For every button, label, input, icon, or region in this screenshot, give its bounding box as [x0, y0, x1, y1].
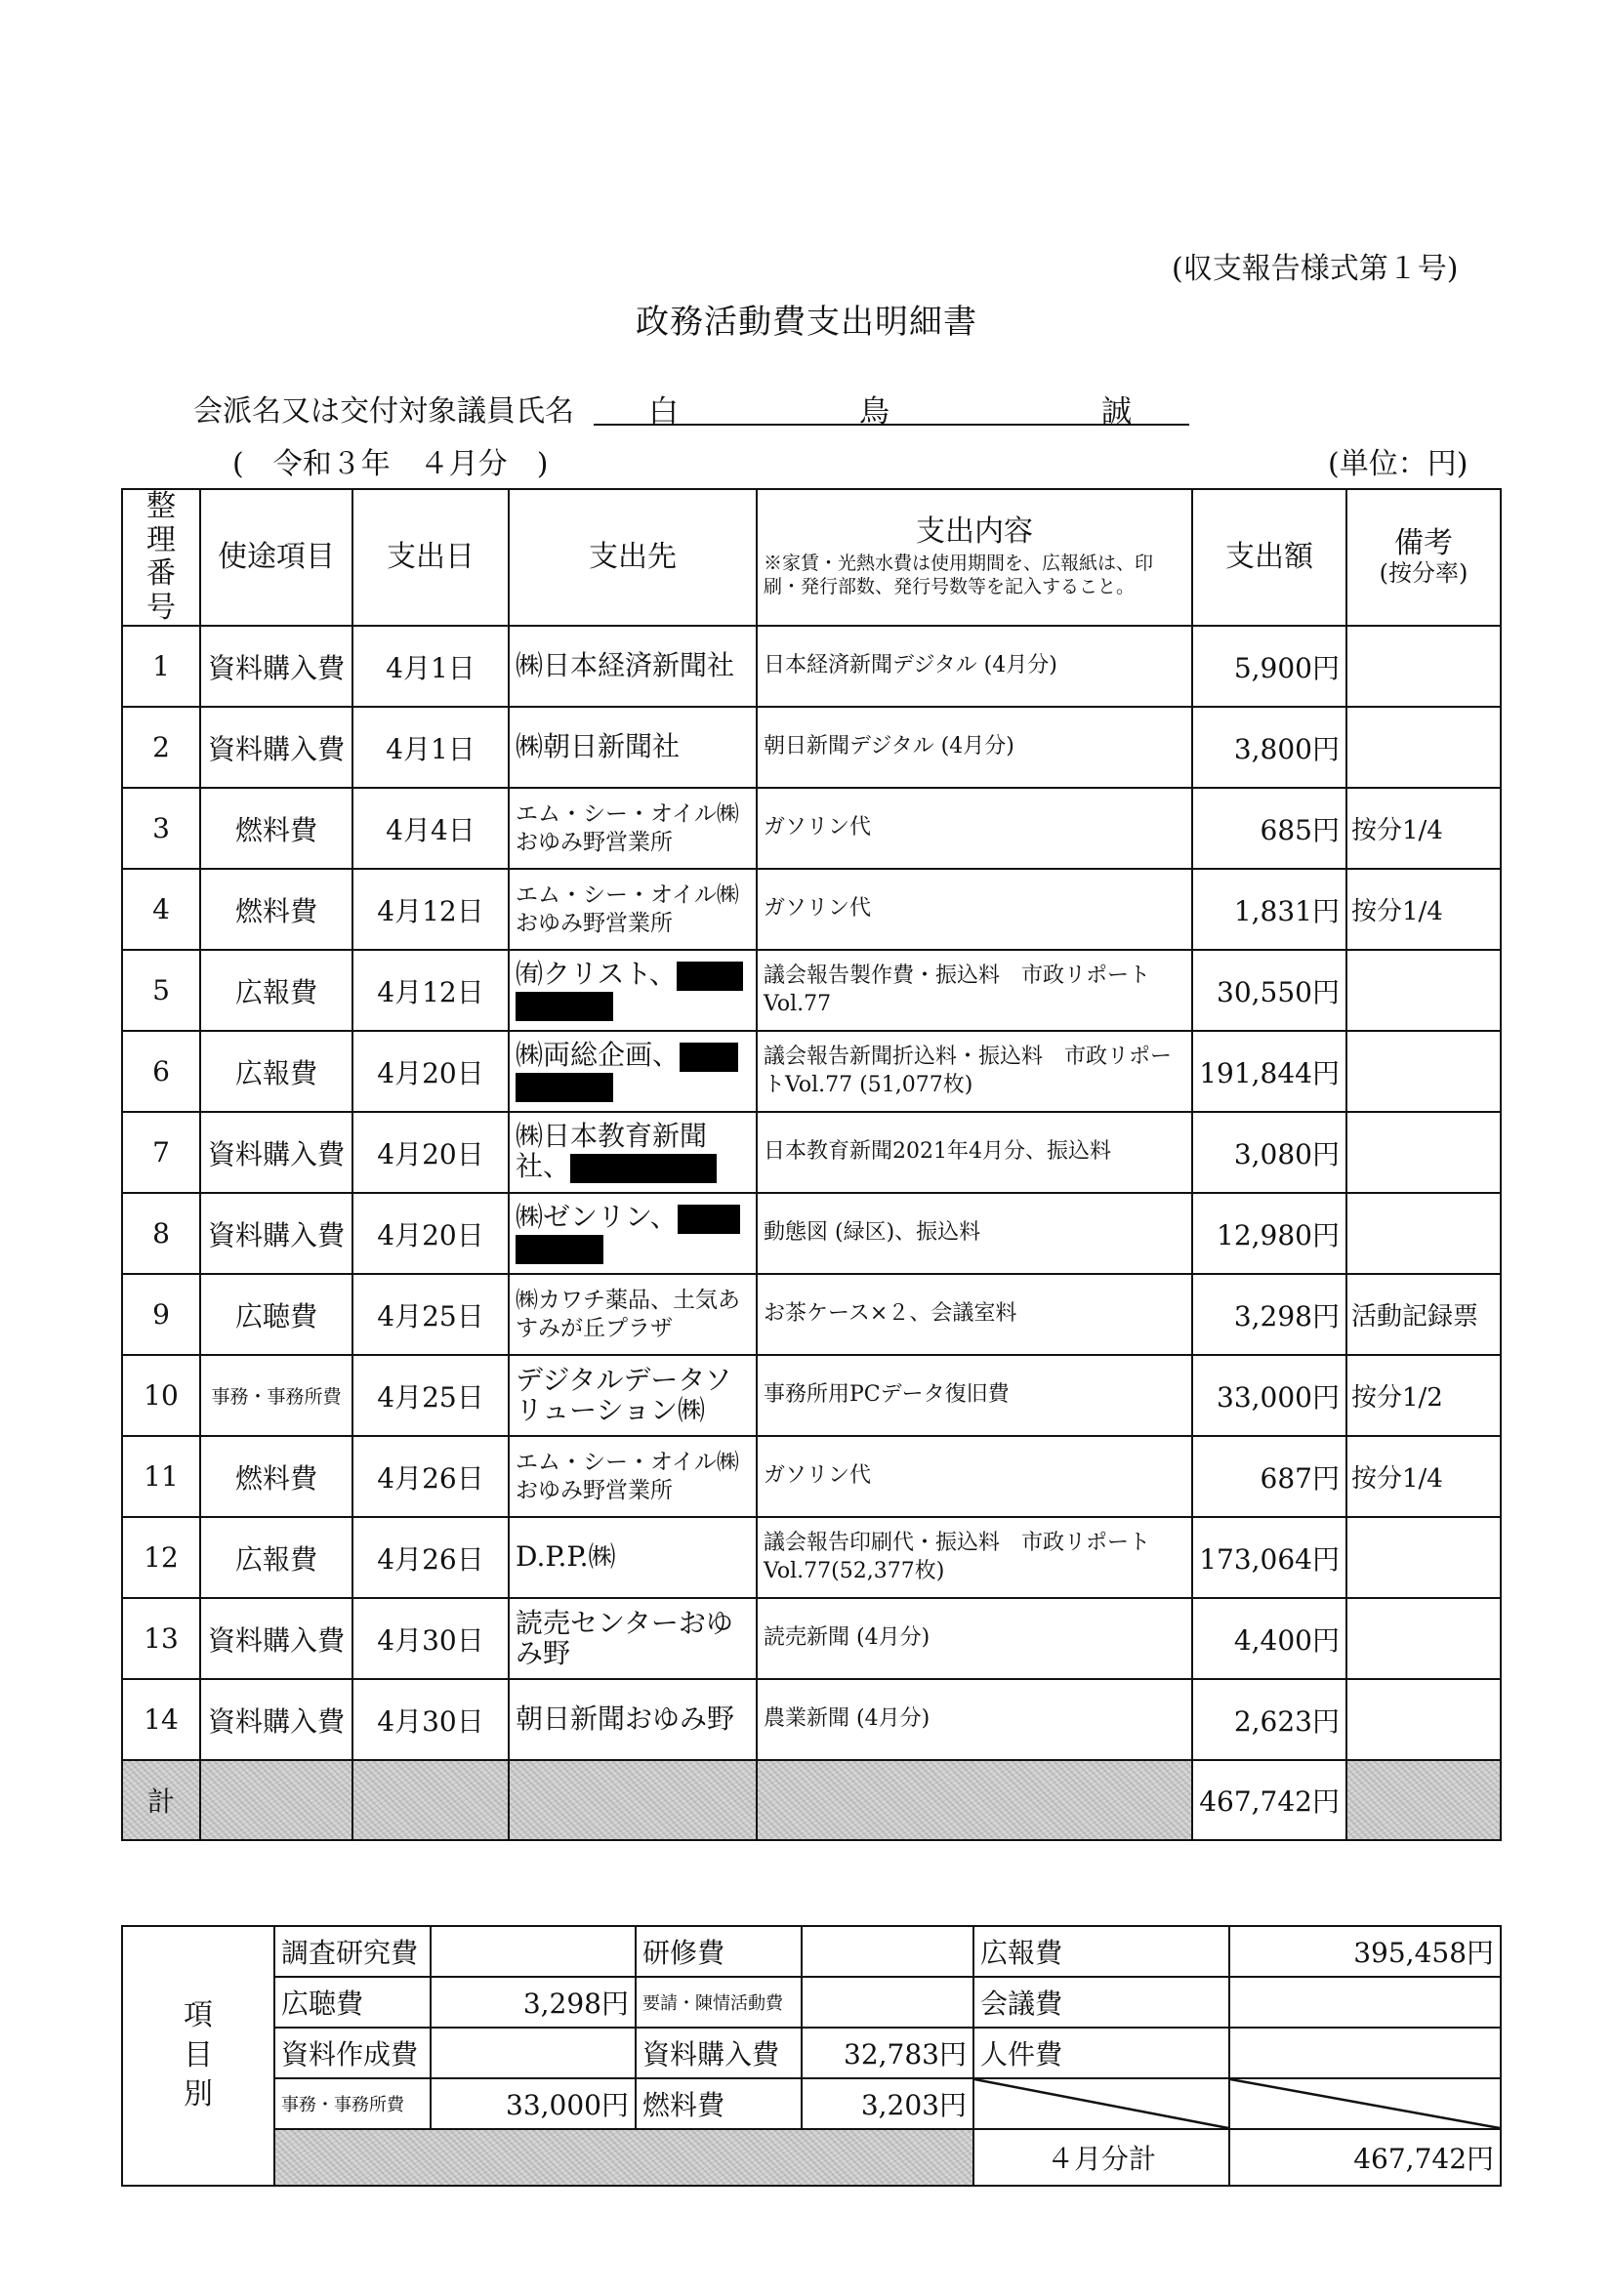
row-description: 読売新聞 (4月分): [757, 1598, 1192, 1679]
total-row: [122, 1760, 1501, 1840]
row-payee: エム・シー・オイル㈱おゆみ野営業所: [509, 869, 757, 950]
row-description: 議会報告製作費・振込料 市政リポートVol.77: [757, 950, 1192, 1031]
row-note: 活動記録票: [1346, 1274, 1501, 1355]
summary-label-fuel: 燃料費: [636, 2078, 802, 2129]
row-note: 按分1/4: [1346, 1436, 1501, 1517]
row-amount: 30,550円: [1192, 950, 1346, 1031]
redaction-block: [570, 1154, 717, 1183]
table-row: [122, 1193, 1501, 1274]
row-description: 日本教育新聞2021年4月分、振込料: [757, 1112, 1192, 1193]
table-row: [122, 1355, 1501, 1436]
shaded-cell: [757, 1760, 1192, 1840]
summary-value-docmaking: [431, 2028, 636, 2078]
row-item: 資料購入費: [200, 1598, 352, 1679]
row-amount: 685円: [1192, 788, 1346, 869]
row-item: 燃料費: [200, 788, 352, 869]
diagonal-empty-cell: [973, 2078, 1229, 2129]
row-item: 広報費: [200, 1517, 352, 1598]
row-number: 14: [122, 1679, 200, 1760]
row-item: 資料購入費: [200, 707, 352, 788]
row-item: 広報費: [200, 950, 352, 1031]
header-note-title: 備考: [1394, 525, 1453, 560]
table-row: [122, 1031, 1501, 1112]
table-row: [122, 1112, 1501, 1193]
table-row: [122, 950, 1501, 1031]
row-item: 燃料費: [200, 1436, 352, 1517]
summary-value-pr: 395,458円: [1229, 1926, 1501, 1977]
row-description: 事務所用PCデータ復旧費: [757, 1355, 1192, 1436]
row-number: 11: [122, 1436, 200, 1517]
summary-label-petition: 要請・陳情活動費: [636, 1977, 802, 2028]
row-payee: [509, 1112, 757, 1193]
row-amount: 1,831円: [1192, 869, 1346, 950]
row-payee-text: ㈱両総企画、: [516, 1039, 681, 1071]
table-row: [122, 788, 1501, 869]
summary-value-research: [431, 1926, 636, 1977]
table-row: [122, 1274, 1501, 1355]
row-note: [1346, 626, 1501, 707]
summary-value-petition: [802, 1977, 973, 2028]
header-payee: 支出先: [509, 489, 757, 626]
row-amount: 4,400円: [1192, 1598, 1346, 1679]
summary-value-fuel: 3,203円: [802, 2078, 973, 2129]
row-note: [1346, 1193, 1501, 1274]
row-item: 資料購入費: [200, 1112, 352, 1193]
month-total-label: ４月分計: [973, 2129, 1229, 2186]
summary-label-pr: 広報費: [973, 1926, 1229, 1977]
row-date: 4月26日: [352, 1517, 509, 1598]
header-number: 整理番号: [122, 489, 200, 626]
row-note: 按分1/4: [1346, 788, 1501, 869]
summary-label-meeting: 会議費: [973, 1977, 1229, 2028]
document-title: 政務活動費支出明細書: [636, 303, 977, 342]
table-row: [122, 1598, 1501, 1679]
row-payee: [509, 1031, 757, 1112]
row-date: 4月30日: [352, 1598, 509, 1679]
row-date: 4月25日: [352, 1274, 509, 1355]
total-amount: 467,742円: [1192, 1760, 1346, 1840]
summary-side-label: 項目別: [122, 1926, 274, 2186]
row-payee: ㈱日本経済新聞社: [509, 626, 757, 707]
row-date: 4月4日: [352, 788, 509, 869]
row-payee: ㈱カワチ薬品、土気あすみが丘プラザ: [509, 1274, 757, 1355]
total-label: 計: [122, 1760, 200, 1840]
row-number: 5: [122, 950, 200, 1031]
month-total-value: 467,742円: [1229, 2129, 1501, 2186]
row-item: 燃料費: [200, 869, 352, 950]
header-note-sub: (按分率): [1379, 559, 1468, 588]
member-name-underline: [594, 424, 1189, 426]
row-number: 4: [122, 869, 200, 950]
shaded-cell: [1346, 1760, 1501, 1840]
row-amount: 33,000円: [1192, 1355, 1346, 1436]
row-payee: [509, 950, 757, 1031]
row-payee: D.P.P.㈱: [509, 1517, 757, 1598]
row-number: 10: [122, 1355, 200, 1436]
member-name-char-2: 鳥: [859, 394, 889, 430]
row-payee-text: ㈱日本教育新聞社、: [516, 1120, 708, 1183]
table-row: [122, 1517, 1501, 1598]
form-number: (収支報告様式第１号): [1172, 252, 1459, 286]
row-description: 動態図 (緑区)、振込料: [757, 1193, 1192, 1274]
summary-label-hearing: 広聴費: [274, 1977, 431, 2028]
row-date: 4月20日: [352, 1112, 509, 1193]
report-period: ( 令和３年 ４月分 ): [232, 447, 549, 481]
row-description: ガソリン代: [757, 1436, 1192, 1517]
member-name-char-1: 白: [648, 394, 679, 430]
summary-value-meeting: [1229, 1977, 1501, 2028]
row-note: [1346, 1031, 1501, 1112]
row-payee: 朝日新聞おゆみ野: [509, 1679, 757, 1760]
shaded-cell: [200, 1760, 352, 1840]
header-amount: 支出額: [1192, 489, 1346, 626]
table-row: [122, 1679, 1501, 1760]
table-row: [122, 626, 1501, 707]
row-number: 12: [122, 1517, 200, 1598]
row-payee: エム・シー・オイル㈱おゆみ野営業所: [509, 1436, 757, 1517]
row-item: 広聴費: [200, 1274, 352, 1355]
shaded-cell: [352, 1760, 509, 1840]
row-number: 8: [122, 1193, 200, 1274]
row-number: 9: [122, 1274, 200, 1355]
summary-value-personnel: [1229, 2028, 1501, 2078]
row-payee: 読売センターおゆみ野: [509, 1598, 757, 1679]
row-payee-text: ㈲クリスト、: [516, 958, 677, 990]
shaded-cell: [509, 1760, 757, 1840]
redaction-block: [677, 962, 743, 991]
summary-label-docmaking: 資料作成費: [274, 2028, 431, 2078]
summary-label-personnel: 人件費: [973, 2028, 1229, 2078]
row-note: [1346, 1112, 1501, 1193]
row-number: 7: [122, 1112, 200, 1193]
expense-table: [121, 488, 1502, 1841]
row-description: お茶ケース×２、会議室料: [757, 1274, 1192, 1355]
summary-label-docpurchase: 資料購入費: [636, 2028, 802, 2078]
row-item: 事務・事務所費: [200, 1355, 352, 1436]
row-amount: 3,080円: [1192, 1112, 1346, 1193]
table-row: [122, 869, 1501, 950]
summary-value-training: [802, 1926, 973, 1977]
header-date: 支出日: [352, 489, 509, 626]
row-note: [1346, 950, 1501, 1031]
redaction-block: [680, 1043, 738, 1072]
row-number: 13: [122, 1598, 200, 1679]
diagonal-empty-cell: [1229, 2078, 1501, 2129]
row-date: 4月25日: [352, 1355, 509, 1436]
row-description: 朝日新聞デジタル (4月分): [757, 707, 1192, 788]
summary-label-research: 調査研究費: [274, 1926, 431, 1977]
redaction-block: [516, 992, 613, 1021]
row-payee: エム・シー・オイル㈱おゆみ野営業所: [509, 788, 757, 869]
row-item: 資料購入費: [200, 1193, 352, 1274]
header-contents-title: 支出内容: [916, 514, 1033, 550]
table-row: [122, 707, 1501, 788]
row-number: 1: [122, 626, 200, 707]
row-payee: デジタルデータソリューション㈱: [509, 1355, 757, 1436]
row-amount: 173,064円: [1192, 1517, 1346, 1598]
header-contents-note: ※家賃・光熱水費は使用期間を、広報紙は、印刷・発行部数、発行号数等を記入すること。: [764, 552, 1154, 598]
header-item: 使途項目: [200, 489, 352, 626]
row-amount: 687円: [1192, 1436, 1346, 1517]
summary-value-docpurchase: 32,783円: [802, 2028, 973, 2078]
row-number: 6: [122, 1031, 200, 1112]
summary-label-training: 研修費: [636, 1926, 802, 1977]
row-number: 2: [122, 707, 200, 788]
header-contents: [757, 489, 1192, 626]
header-note: [1346, 489, 1501, 626]
row-date: 4月1日: [352, 626, 509, 707]
row-item: 資料購入費: [200, 1679, 352, 1760]
row-description: ガソリン代: [757, 869, 1192, 950]
row-date: 4月12日: [352, 950, 509, 1031]
row-date: 4月12日: [352, 869, 509, 950]
row-date: 4月30日: [352, 1679, 509, 1760]
row-description: 議会報告新聞折込料・振込料 市政リポートVol.77 (51,077枚): [757, 1031, 1192, 1112]
row-date: 4月26日: [352, 1436, 509, 1517]
summary-value-office: 33,000円: [431, 2078, 636, 2129]
unit-label: (単位：円): [1328, 447, 1468, 481]
row-amount: 3,298円: [1192, 1274, 1346, 1355]
shaded-cell: [274, 2129, 973, 2186]
row-note: 按分1/4: [1346, 869, 1501, 950]
category-summary-table: [121, 1925, 1502, 2187]
row-payee-text: ㈱ゼンリン、: [516, 1201, 678, 1233]
row-amount: 2,623円: [1192, 1679, 1346, 1760]
row-note: [1346, 707, 1501, 788]
summary-label-office: 事務・事務所費: [274, 2078, 431, 2129]
row-payee: [509, 1193, 757, 1274]
member-name-char-3: 誠: [1101, 394, 1132, 430]
row-note: [1346, 1679, 1501, 1760]
row-date: 4月1日: [352, 707, 509, 788]
row-note: 按分1/2: [1346, 1355, 1501, 1436]
row-note: [1346, 1517, 1501, 1598]
row-date: 4月20日: [352, 1193, 509, 1274]
summary-value-hearing: 3,298円: [431, 1977, 636, 2028]
row-item: 資料購入費: [200, 626, 352, 707]
row-date: 4月20日: [352, 1031, 509, 1112]
row-description: ガソリン代: [757, 788, 1192, 869]
row-note: [1346, 1598, 1501, 1679]
row-description: 農業新聞 (4月分): [757, 1679, 1192, 1760]
row-amount: 12,980円: [1192, 1193, 1346, 1274]
row-number: 3: [122, 788, 200, 869]
redaction-block: [678, 1205, 740, 1234]
row-amount: 5,900円: [1192, 626, 1346, 707]
table-row: [122, 1436, 1501, 1517]
member-name-label: 会派名又は交付対象議員氏名: [193, 394, 574, 429]
row-description: 日本経済新聞デジタル (4月分): [757, 626, 1192, 707]
table-header-row: [122, 489, 1501, 626]
row-description: 議会報告印刷代・振込料 市政リポートVol.77(52,377枚): [757, 1517, 1192, 1598]
row-payee: ㈱朝日新聞社: [509, 707, 757, 788]
row-amount: 191,844円: [1192, 1031, 1346, 1112]
redaction-block: [516, 1073, 613, 1102]
row-amount: 3,800円: [1192, 707, 1346, 788]
row-item: 広報費: [200, 1031, 352, 1112]
redaction-block: [516, 1235, 603, 1264]
